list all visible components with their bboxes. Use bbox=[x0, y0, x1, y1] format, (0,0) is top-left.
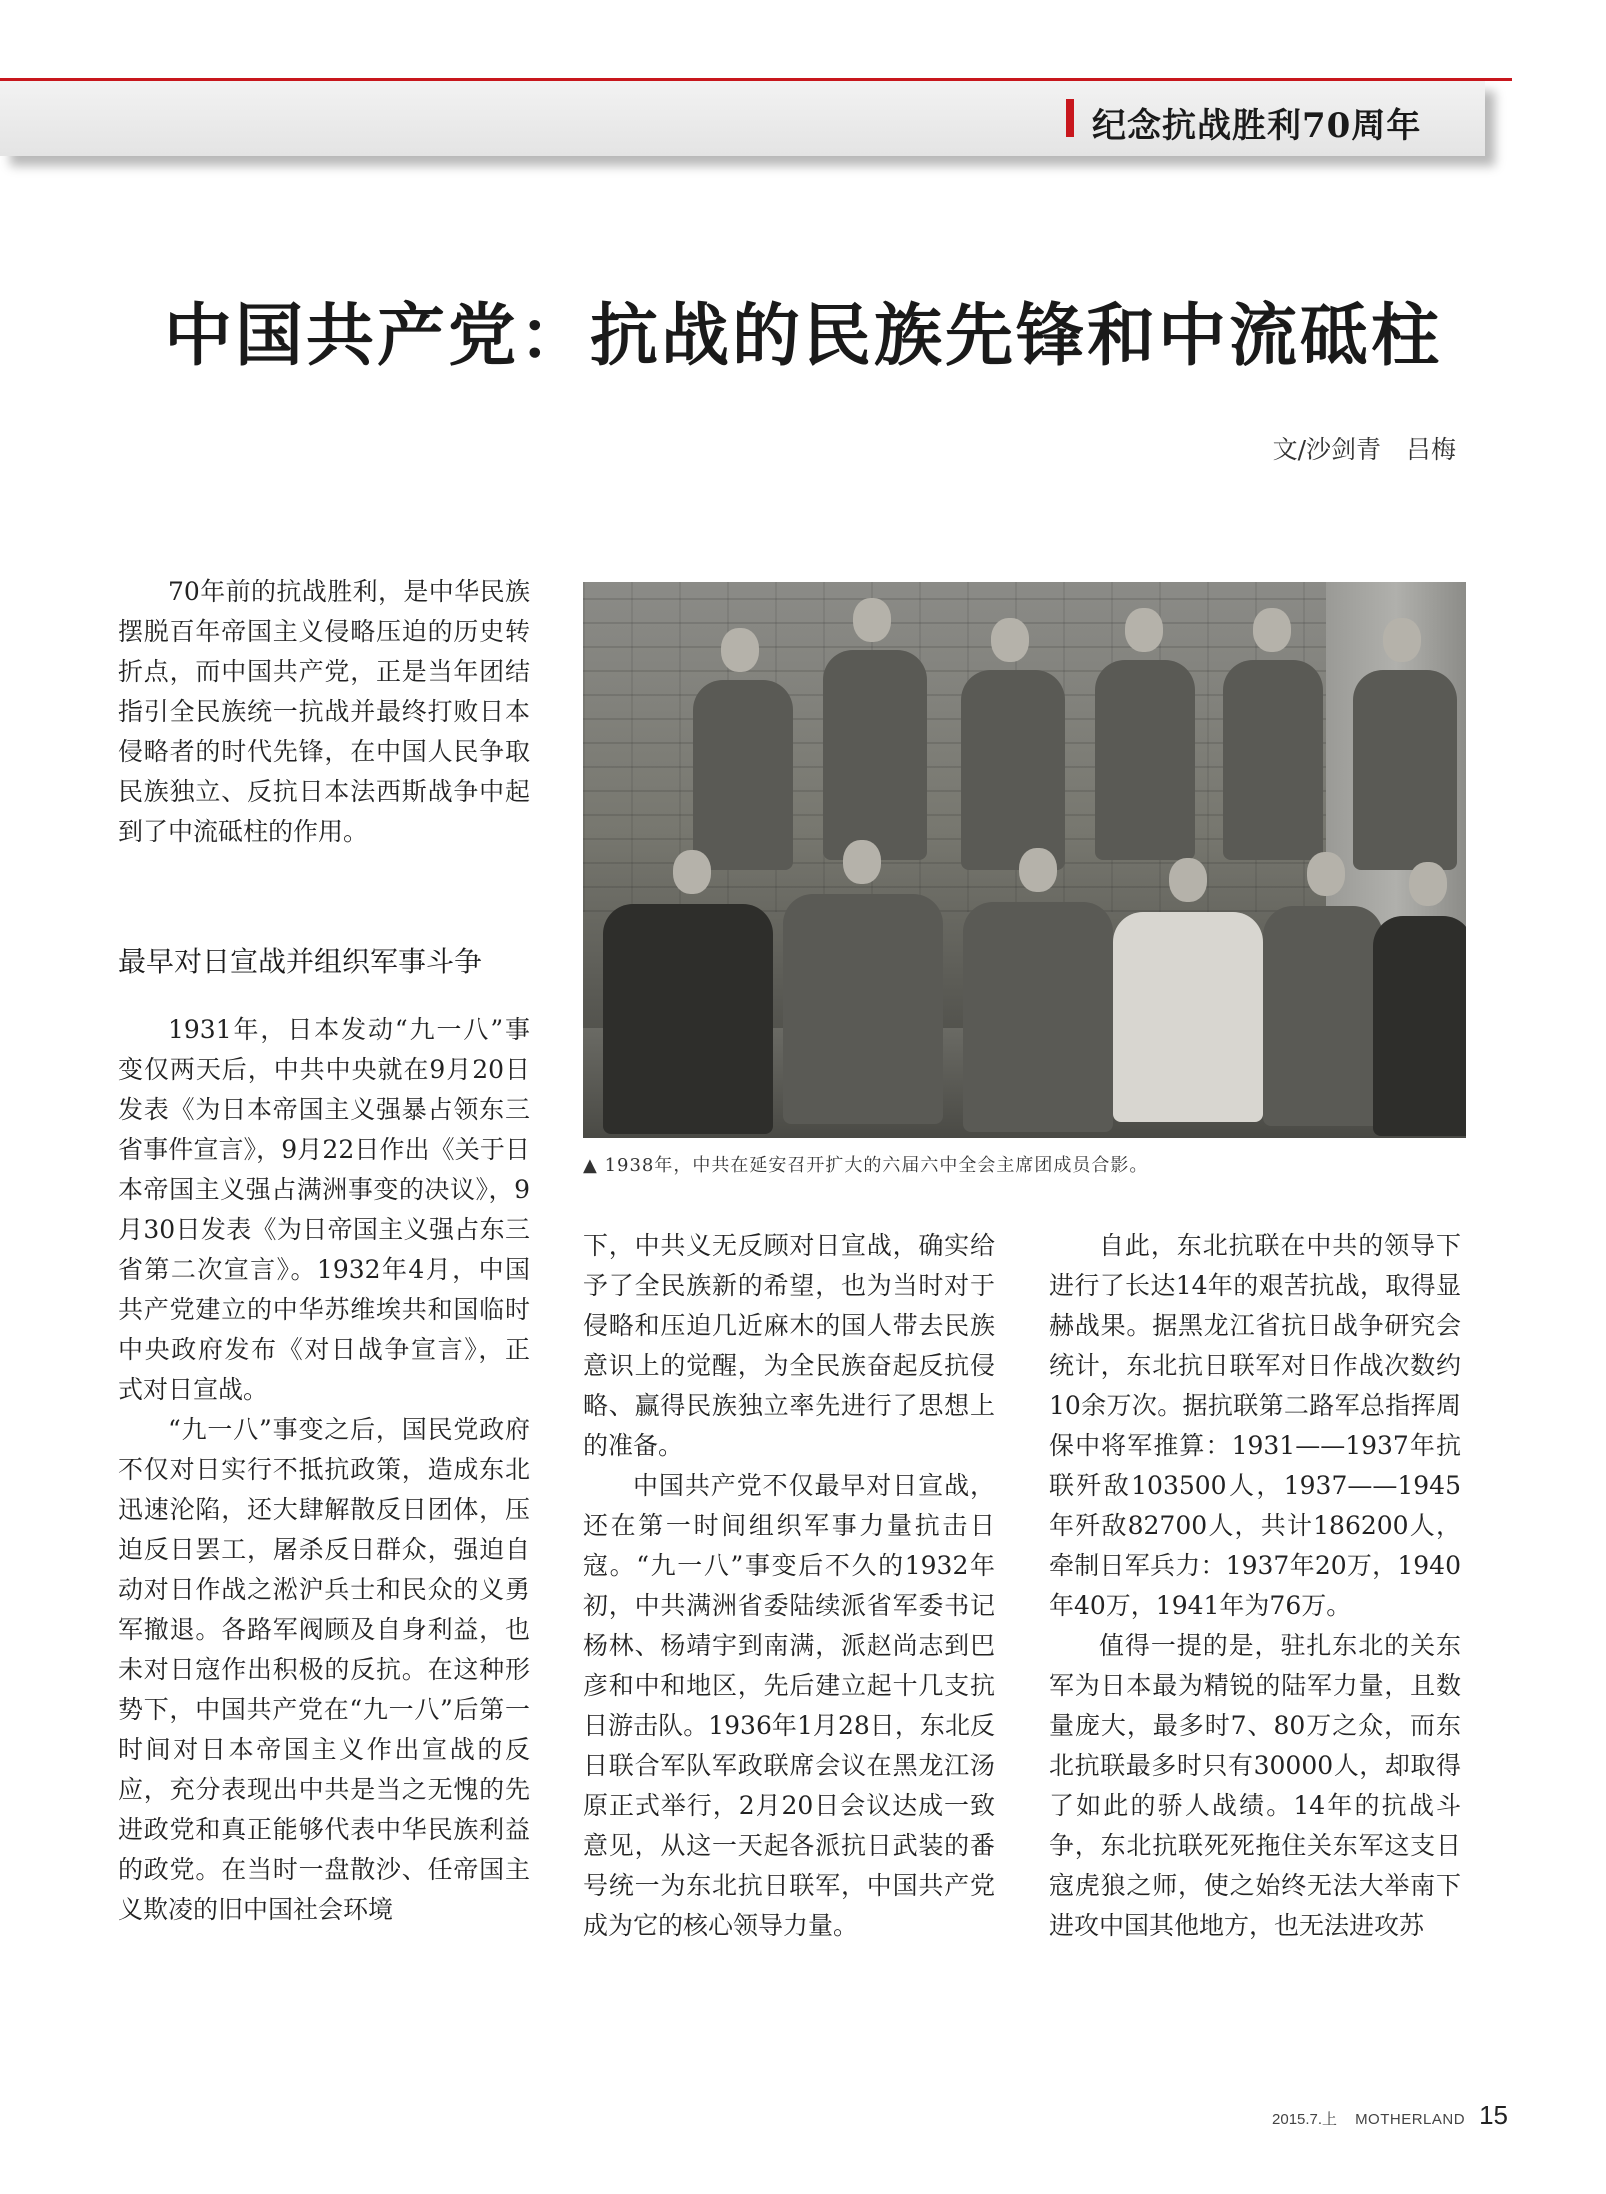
group-photo bbox=[583, 582, 1466, 1138]
magazine-name: MOTHERLAND bbox=[1355, 2111, 1466, 2128]
paragraph: 下，中共义无反顾对日宣战，确实给予了全民族新的希望，也为当时对于侵略和压迫几近麻木的国人带去民族意识上的觉醒，为全民族奋起反抗侵略、赢得民族独立率先进行了思想上的准备。 bbox=[583, 1231, 995, 1460]
column-3 bbox=[1049, 1226, 1461, 1946]
intro-paragraph: 70年前的抗战胜利，是中华民族摆脱百年帝国主义侵略压迫的历史转折点，而中国共产党，正是当年团结指引全民族统一抗战并最终打败日本侵略者的时代先锋，在中国人民争取民族独立、反抗日本法西斯战争中起到了中流砥柱的作用。 bbox=[118, 577, 530, 846]
page-number: 15 bbox=[1479, 2100, 1508, 2130]
paragraph: 1931年，日本发动“九一八”事变仅两天后，中共中央就在9月20日发表《为日本帝国主义强暴占领东三省事件宣言》，9月22日作出《关于日本帝国主义强占满洲事变的决议》，9月30日发表《为日帝国主义强占东三省第二次宣言》。1932年4月，中国共产党建立的中华苏维埃共和国临时中央政府发布《对日战争宣言》，正式对日宣战。 bbox=[118, 1015, 530, 1404]
article-title: 中国共产党：抗战的民族先锋和中流砥柱 bbox=[163, 296, 1442, 376]
article-byline: 文/沙剑青 吕梅 bbox=[1272, 435, 1456, 464]
intro-block bbox=[118, 572, 530, 852]
issue-date: 2015.7.上 bbox=[1272, 2111, 1338, 2128]
column-2 bbox=[583, 1226, 995, 1946]
paragraph: 自此，东北抗联在中共的领导下进行了长达14年的艰苦抗战，取得显赫战果。据黑龙江省抗日战争研究会统计，东北抗日联军对日作战次数约10余万次。据抗联第二路军总指挥周保中将军推算：1931——1937年抗联歼敌103500人，1937——1945年歼敌82700人，共计186200人，牵制日军兵力：1937年20万，1940年40万，1941年为76万。 bbox=[1049, 1231, 1461, 1620]
column-1 bbox=[118, 1010, 530, 1930]
section-marker bbox=[1066, 99, 1074, 137]
paragraph: 值得一提的是，驻扎东北的关东军为日本最为精锐的陆军力量，且数量庞大，最多时7、80万之众，而东北抗联最多时只有30000人，却取得了如此的骄人战绩。14年的抗战斗争，东北抗联死死拖住关东军这支日寇虎狼之师，使之始终无法大举南下进攻中国其他地方，也无法进攻苏 bbox=[1049, 1631, 1461, 1940]
paragraph: “九一八”事变之后，国民党政府不仅对日实行不抵抗政策，造成东北迅速沦陷，还大肆解散反日团体，压迫反日罢工，屠杀反日群众，强迫自动对日作战之淞沪兵士和民众的义勇军撤退。各路军阀顾及自身利益，也未对日寇作出积极的反抗。在这种形势下，中国共产党在“九一八”后第一时间对日本帝国主义作出宣战的反应，充分表现出中共是当之无愧的先进政党和真正能够代表中华民族利益的政党。在当时一盘散沙、任帝国主义欺凌的旧中国社会环境 bbox=[118, 1415, 530, 1924]
section-title: 纪念抗战胜利70周年 bbox=[1092, 106, 1422, 146]
photo-caption: ▲ 1938年，中共在延安召开扩大的六届六中全会主席团成员合影。 bbox=[583, 1155, 1149, 1176]
section-heading: 最早对日宣战并组织军事斗争 bbox=[118, 945, 483, 978]
page-footer bbox=[1272, 2100, 1508, 2131]
paragraph: 中国共产党不仅最早对日宣战，还在第一时间组织军事力量抗击日寇。“九一八”事变后不久的1932年初，中共满洲省委陆续派省军委书记杨林、杨靖宇到南满，派赵尚志到巴彦和中和地区，先后建立起十几支抗日游击队。1936年1月28日，东北反日联合军队军政联席会议在黑龙江汤原正式举行，2月20日会议达成一致意见，从这一天起各派抗日武装的番号统一为东北抗日联军，中国共产党成为它的核心领导力量。 bbox=[583, 1471, 995, 1940]
